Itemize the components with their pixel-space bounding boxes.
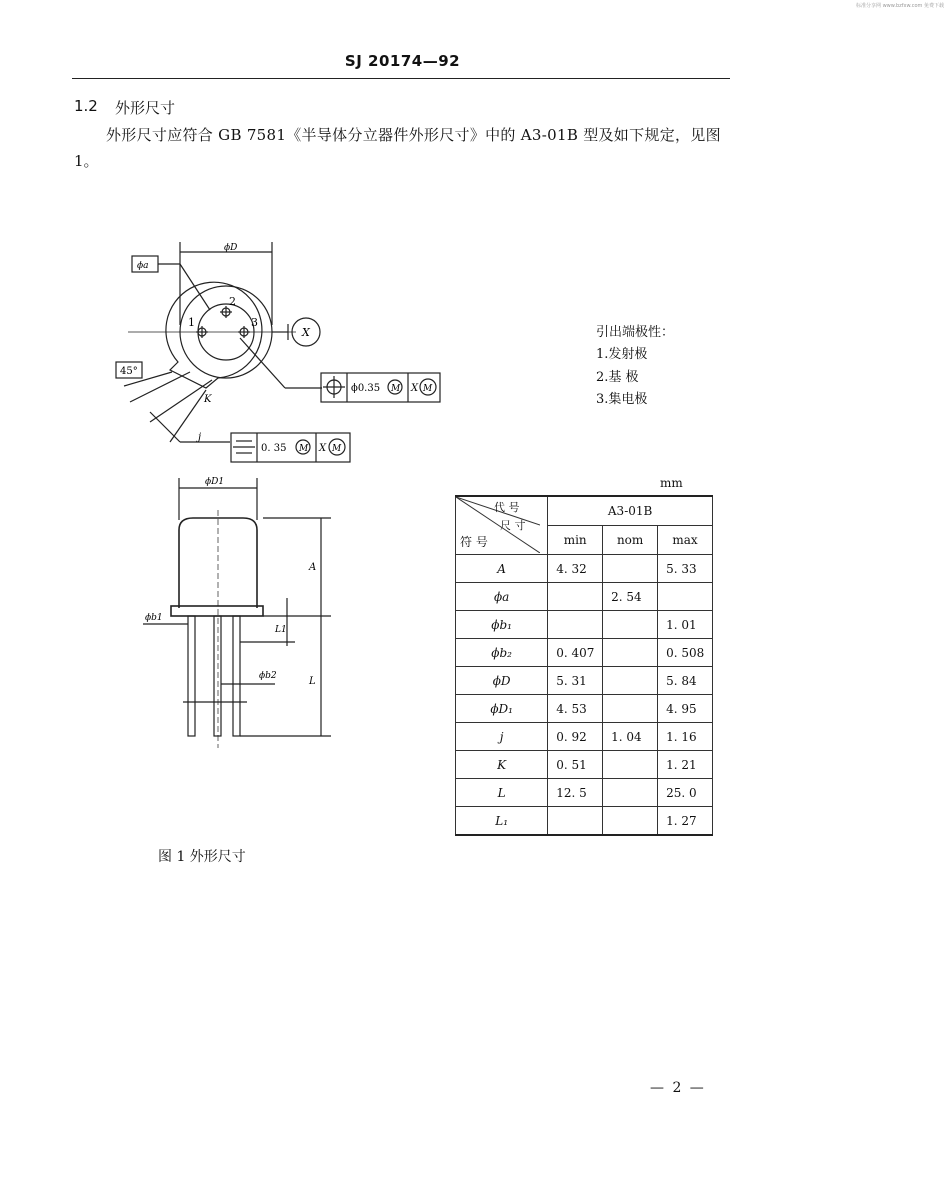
row-max: 25. 0 [658, 779, 713, 807]
row-nom [603, 695, 658, 723]
side-view-drawing [135, 470, 345, 750]
table-unit: mm [660, 476, 683, 490]
header-rule [72, 78, 730, 79]
row-max: 0. 508 [658, 639, 713, 667]
modifier-m-3: M [299, 444, 309, 454]
section-title: 外形尺寸 [115, 99, 176, 117]
label-j: j [198, 432, 202, 443]
tol-sym-value: 0. 35 [261, 443, 287, 454]
table-row [456, 639, 713, 667]
document-code: SJ 20174—92 [344, 52, 461, 70]
polarity-title: 引出端极性： [596, 325, 675, 340]
row-min [548, 611, 603, 639]
row-symbol: ϕD [456, 667, 548, 695]
col-min: min [548, 526, 603, 555]
row-symbol: ϕD₁ [456, 695, 548, 723]
label-angle: 45° [120, 366, 138, 377]
header-diag-bottom: 符 号 [460, 535, 488, 549]
watermark-stamp: 标准分享网 www.bzfxw.com 免费下载 [856, 3, 944, 9]
row-max: 1. 21 [658, 751, 713, 779]
row-symbol: L₁ [456, 807, 548, 836]
row-max: 1. 01 [658, 611, 713, 639]
label-phia: ϕa [137, 261, 149, 271]
section-number: 1.2 [74, 97, 98, 115]
label-L: L [309, 676, 316, 687]
pin-label-2: 2 [229, 295, 236, 308]
position-tolerance-frame [320, 372, 442, 404]
datum-ref-2: X [319, 443, 327, 454]
table-row [456, 583, 713, 611]
row-symbol: j [456, 723, 548, 751]
datum-ref-1: X [411, 383, 419, 394]
table-row [456, 555, 713, 583]
row-nom [603, 779, 658, 807]
table-row [456, 723, 713, 751]
label-phib2: ϕb2 [259, 671, 277, 681]
row-min [548, 583, 603, 611]
row-symbol: L [456, 779, 548, 807]
modifier-m-4: M [332, 444, 342, 454]
header-diagonal-cell [456, 496, 548, 555]
label-K: K [204, 394, 212, 405]
header-diag-mid: 尺 寸 [500, 519, 526, 532]
row-symbol: A [456, 555, 548, 583]
row-nom [603, 807, 658, 836]
label-A: A [309, 562, 317, 573]
row-nom: 2. 54 [603, 583, 658, 611]
table-row [456, 695, 713, 723]
label-L1: L1 [275, 625, 287, 635]
header-diag-top: 代 号 [494, 501, 520, 514]
label-phiD: ϕD [224, 243, 238, 253]
row-nom [603, 611, 658, 639]
table-row [456, 751, 713, 779]
row-min [548, 807, 603, 836]
row-symbol: ϕa [456, 583, 548, 611]
page-number: — 2 — [650, 1080, 706, 1096]
row-min: 0. 407 [548, 639, 603, 667]
row-nom: 1. 04 [603, 723, 658, 751]
row-nom [603, 555, 658, 583]
row-min: 4. 32 [548, 555, 603, 583]
polarity-item-3: 3.集电极 [596, 392, 648, 407]
table-row [456, 667, 713, 695]
row-min: 4. 53 [548, 695, 603, 723]
row-max [658, 583, 713, 611]
label-phiD1: ϕD1 [205, 477, 225, 487]
label-phib1: ϕb1 [145, 613, 163, 623]
table-row [456, 807, 713, 836]
row-symbol: ϕb₁ [456, 611, 548, 639]
row-min: 12. 5 [548, 779, 603, 807]
row-max: 5. 33 [658, 555, 713, 583]
row-max: 1. 27 [658, 807, 713, 836]
row-nom [603, 639, 658, 667]
symmetry-tolerance-frame [230, 432, 352, 464]
row-max: 4. 95 [658, 695, 713, 723]
row-max: 1. 16 [658, 723, 713, 751]
pin-label-1: 1 [188, 316, 195, 329]
modifier-m-1: M [391, 384, 401, 394]
row-max: 5. 84 [658, 667, 713, 695]
type-header: A3-01B [548, 496, 713, 526]
datum-x: X [302, 326, 310, 339]
tol-pos-value: ϕ0.35 [351, 383, 381, 394]
col-max: max [658, 526, 713, 555]
polarity-item-1: 1.发射极 [596, 347, 648, 362]
row-symbol: K [456, 751, 548, 779]
row-min: 5. 31 [548, 667, 603, 695]
row-nom [603, 751, 658, 779]
modifier-m-2: M [423, 384, 433, 394]
row-min: 0. 92 [548, 723, 603, 751]
row-symbol: ϕb₂ [456, 639, 548, 667]
col-nom: nom [603, 526, 658, 555]
paragraph-line-1: 外形尺寸应符合 GB 7581《半导体分立器件外形尺寸》中的 A3-01B 型及如下规定，见图 [106, 126, 721, 144]
polarity-item-2: 2.基 极 [596, 370, 639, 385]
table-row [456, 779, 713, 807]
figure-caption: 图 1 外形尺寸 [158, 849, 246, 865]
table-row [456, 611, 713, 639]
paragraph-line-2: 1。 [74, 152, 99, 170]
pin-label-3: 3 [251, 316, 258, 329]
row-min: 0. 51 [548, 751, 603, 779]
row-nom [603, 667, 658, 695]
dimension-table [455, 495, 713, 836]
